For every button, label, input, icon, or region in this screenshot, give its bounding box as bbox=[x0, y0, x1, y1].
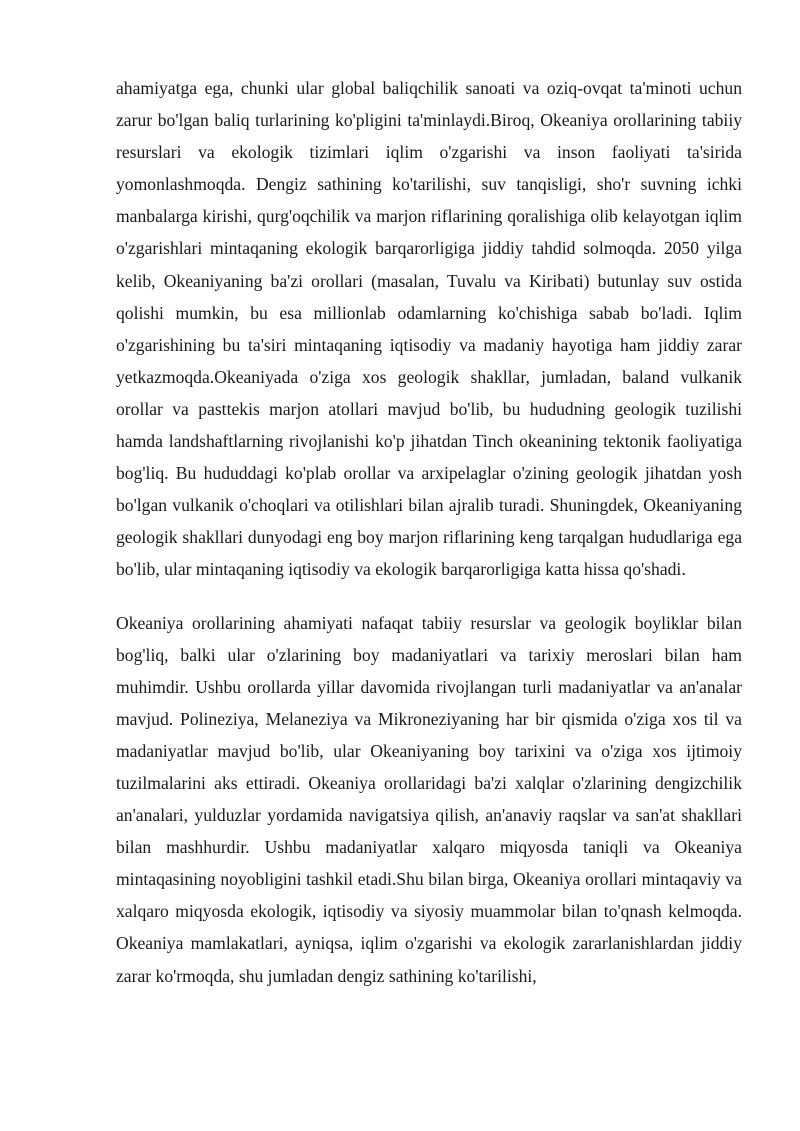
body-paragraph-2: Okeaniya orollarining ahamiyati nafaqat tabiiy resurslar va geologik boyliklar bilan bog'liq, balki ular o'zlarining boy madaniyatlari va tarixiy meroslari bilan ham muhimdir. Ushbu orollarda yillar davomida rivojlangan turli madaniyatlar va an'analar mavjud. Polineziya, Melaneziya va Mikroneziyaning har bir qismida o'ziga xos til va madaniyatlar mavjud bo'lib, ular Okeaniyaning boy tarixini va o'ziga xos ijtimoiy tuzilmalarini aks ettiradi. Okeaniya orollaridagi ba'zi xalqlar o'zlarining dengizchilik an'analari, yulduzlar yordamida navigatsiya qilish, an'anaviy raqslar va san'at shakllari bilan mashhurdir. Ushbu madaniyatlar xalqaro miqyosda taniqli va Okeaniya mintaqasining noyobligini tashkil etadi.Shu bilan birga, Okeaniya orollari mintaqaviy va xalqaro miqyosda ekologik, iqtisodiy va siyosiy muammolar bilan to'qnash kelmoqda. Okeaniya mamlakatlari, ayniqsa, iqlim o'zgarishi va ekologik zararlanishlardan jiddiy zarar ko'rmoqda, shu jumladan dengiz sathining ko'tarilishi, bbox=[116, 612, 742, 986]
body-paragraph-1: ahamiyatga ega, chunki ular global baliqchilik sanoati va oziq-ovqat ta'minoti uchun zarur bo'lgan baliq turlarining ko'pligini ta'minlaydi.Biroq, Okeaniya orollarining tabiiy resurslari va ekologik tizimlari iqlim o'zgarishi va inson faoliyati ta'sirida yomonlashmoqda. Dengiz sathining ko'tarilishi, suv tanqisligi, sho'r suvning ichki manbalarga kirishi, qurg'oqchilik va marjon riflarining qoralishiga olib kelayotgan iqlim o'zgarishlari mintaqaning ekologik barqarorligiga jiddiy tahdid solmoqda. 2050 yilga kelib, Okeaniyaning ba'zi orollari (masalan, Tuvalu va Kiribati) butunlay suv ostida qolishi mumkin, bu esa millionlab odamlarning ko'chishiga sabab bo'ladi. Iqlim o'zgarishining bu ta'siri mintaqaning iqtisodiy va madaniy hayotiga ham jiddiy zarar yetkazmoqda.Okeaniyada o'ziga xos geologik shakllar, jumladan, baland vulkanik orollar va pasttekis marjon atollari mavjud bo'lib, bu hududning geologik tuzilishi hamda landshaftlarning rivojlanishi ko'p jihatdan Tinch okeanining tektonik faoliyatiga bog'liq. Bu hududdagi ko'plab orollar va arxipelaglar o'zining geologik jihatdan yosh bo'lgan vulkanik o'choqlari va otilishlari bilan ajralib turadi. Shuningdek, Okeaniyaning geologik shakllari dunyodagi eng boy marjon riflarining keng tarqalgan hududlariga ega bo'lib, ular mintaqaning iqtisodiy va ekologik barqarorligiga katta hissa qo'shadi. bbox=[116, 78, 742, 580]
document-page bbox=[116, 72, 742, 992]
